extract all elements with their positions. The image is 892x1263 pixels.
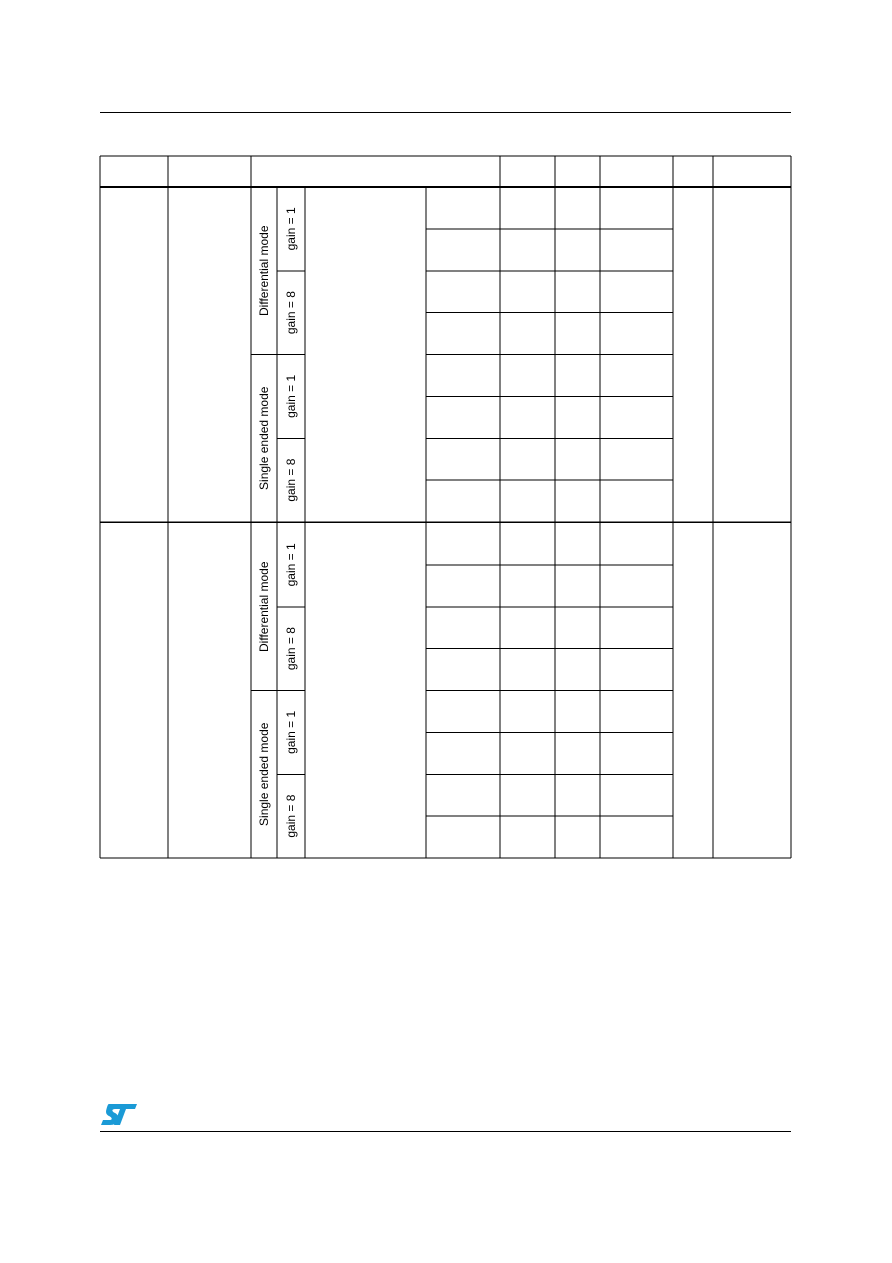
mode-label: Differential mode — [257, 225, 271, 316]
gain-label: gain = 8 — [284, 291, 298, 335]
gain-label: gain = 1 — [284, 374, 298, 418]
footer-rule — [100, 1131, 791, 1132]
mode-label: Differential mode — [257, 561, 271, 652]
st-logo-shape — [101, 1104, 137, 1125]
gain-label: gain = 1 — [284, 207, 298, 251]
gain-label: gain = 1 — [284, 543, 298, 587]
gain-label: gain = 8 — [284, 794, 298, 838]
gain-label: gain = 8 — [284, 627, 298, 671]
st-logo-icon — [100, 1103, 138, 1127]
gain-label: gain = 1 — [284, 710, 298, 754]
gain-label: gain = 8 — [284, 458, 298, 502]
mode-label: Single ended mode — [257, 722, 271, 826]
mode-label: Single ended mode — [257, 386, 271, 490]
